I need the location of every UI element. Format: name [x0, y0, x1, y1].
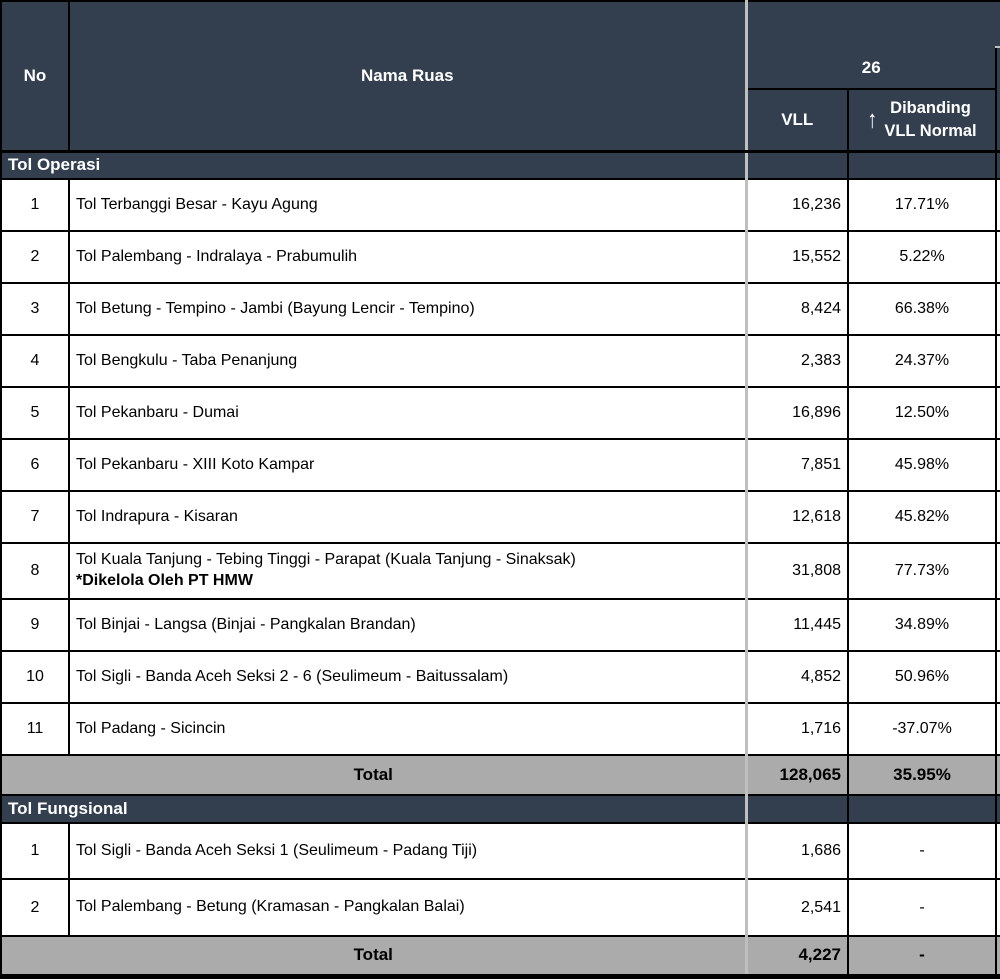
vll-value-cell: 2,541	[746, 879, 848, 936]
vll-value-cell: 16,236	[746, 179, 848, 231]
table-row	[1, 599, 1000, 651]
table-row	[1, 491, 1000, 543]
road-name-note: *Dikelola Oleh PT HMW	[76, 572, 253, 589]
table-row	[1, 823, 1000, 879]
table-row	[1, 879, 1000, 936]
row-number-cell: 2	[1, 879, 69, 936]
table-row	[1, 335, 1000, 387]
row-number-cell: 8	[1, 543, 69, 599]
dibanding-label-line1: Dibanding	[890, 99, 971, 118]
road-name-cell: Tol Binjai - Langsa (Binjai - Pangkalan Brandan)	[69, 599, 746, 651]
road-name-cell	[69, 543, 746, 599]
pct-value-cell: 17.71%	[848, 179, 996, 231]
total-vll-value: 128,065	[746, 755, 848, 795]
sliver-cell	[996, 179, 1000, 231]
sliver-cell	[996, 651, 1000, 703]
next-column-sliver-header	[996, 1, 1000, 47]
table-row	[1, 703, 1000, 755]
row-number-cell: 3	[1, 283, 69, 335]
up-arrow-icon: ↑	[867, 106, 878, 134]
sliver-cell	[996, 283, 1000, 335]
sliver-cell	[996, 879, 1000, 936]
row-number-cell: 7	[1, 491, 69, 543]
pct-value-cell: 45.98%	[848, 439, 996, 491]
table-row	[1, 283, 1000, 335]
section-header-tol-fungsional	[1, 795, 1000, 823]
road-name-cell: Tol Pekanbaru - XIII Koto Kampar	[69, 439, 746, 491]
table-row	[1, 179, 1000, 231]
row-number-cell: 1	[1, 179, 69, 231]
pct-value-cell: -	[848, 879, 996, 936]
row-number-cell: 11	[1, 703, 69, 755]
vll-value-cell: 8,424	[746, 283, 848, 335]
sliver-cell	[996, 335, 1000, 387]
total-pct-value: -	[848, 936, 996, 976]
section-title: Tol Fungsional	[1, 795, 746, 823]
pct-value-cell: 34.89%	[848, 599, 996, 651]
road-name-cell: Tol Bengkulu - Taba Penanjung	[69, 335, 746, 387]
section-header-tol-operasi	[1, 151, 1000, 179]
vll-value-cell: 2,383	[746, 335, 848, 387]
section-empty-vll-cell	[746, 795, 848, 823]
road-name-cell: Tol Palembang - Betung (Kramasan - Pangkalan Balai)	[69, 879, 746, 936]
no-column-header: No	[1, 1, 69, 151]
sliver-cell	[996, 543, 1000, 599]
total-row-tol-fungsional	[1, 936, 1000, 976]
vll-value-cell: 1,716	[746, 703, 848, 755]
nama-ruas-column-header: Nama Ruas	[69, 1, 746, 151]
table-row	[1, 439, 1000, 491]
vll-value-cell: 11,445	[746, 599, 848, 651]
pct-value-cell: 5.22%	[848, 231, 996, 283]
sliver-cell	[996, 231, 1000, 283]
pct-value-cell: 66.38%	[848, 283, 996, 335]
road-name-cell: Tol Sigli - Banda Aceh Seksi 2 - 6 (Seulimeum - Baitussalam)	[69, 651, 746, 703]
row-number-cell: 10	[1, 651, 69, 703]
road-name-cell: Tol Indrapura - Kisaran	[69, 491, 746, 543]
vll-column-header: VLL	[746, 89, 848, 151]
next-column-sliver-header	[996, 89, 1000, 151]
road-name-text: Tol Kuala Tanjung - Tebing Tinggi - Parapat (Kuala Tanjung - Sinaksak)	[76, 551, 576, 569]
vll-value-cell: 15,552	[746, 231, 848, 283]
sliver-cell	[996, 599, 1000, 651]
pct-value-cell: -37.07%	[848, 703, 996, 755]
table-row	[1, 543, 1000, 599]
row-number-cell: 2	[1, 231, 69, 283]
vll-value-cell: 1,686	[746, 823, 848, 879]
pct-value-cell: -	[848, 823, 996, 879]
pct-value-cell: 45.82%	[848, 491, 996, 543]
road-name-cell: Tol Betung - Tempino - Jambi (Bayung Lencir - Tempino)	[69, 283, 746, 335]
section-title: Tol Operasi	[1, 151, 746, 179]
road-name-cell: Tol Padang - Sicincin	[69, 703, 746, 755]
sliver-cell	[996, 936, 1000, 976]
total-pct-value: 35.95%	[848, 755, 996, 795]
row-number-cell: 9	[1, 599, 69, 651]
row-number-cell: 5	[1, 387, 69, 439]
header-spacer	[746, 1, 996, 47]
vll-value-cell: 16,896	[746, 387, 848, 439]
road-name-cell: Tol Palembang - Indralaya - Prabumulih	[69, 231, 746, 283]
sliver-cell	[996, 439, 1000, 491]
sliver-cell	[996, 795, 1000, 823]
sliver-cell	[996, 387, 1000, 439]
date-group-header: 26	[746, 47, 996, 89]
vll-value-cell: 31,808	[746, 543, 848, 599]
table-row	[1, 387, 1000, 439]
road-name-cell: Tol Terbanggi Besar - Kayu Agung	[69, 179, 746, 231]
section-empty-vll-cell	[746, 151, 848, 179]
sliver-cell	[996, 703, 1000, 755]
row-number-cell: 6	[1, 439, 69, 491]
section-empty-pct-cell	[848, 151, 996, 179]
total-row-tol-operasi	[1, 755, 1000, 795]
vll-value-cell: 4,852	[746, 651, 848, 703]
vll-value-cell: 12,618	[746, 491, 848, 543]
sliver-cell	[996, 755, 1000, 795]
pct-value-cell: 50.96%	[848, 651, 996, 703]
total-vll-value: 4,227	[746, 936, 848, 976]
total-label: Total	[1, 755, 746, 795]
pct-value-cell: 24.37%	[848, 335, 996, 387]
pct-value-cell: 12.50%	[848, 387, 996, 439]
dibanding-column-header	[848, 89, 996, 151]
row-number-cell: 1	[1, 823, 69, 879]
table-header	[1, 1, 1000, 151]
section-empty-pct-cell	[848, 795, 996, 823]
sliver-cell	[996, 823, 1000, 879]
dibanding-label-line2: VLL Normal	[884, 121, 977, 140]
road-name-cell: Tol Sigli - Banda Aceh Seksi 1 (Seulimeum - Padang Tiji)	[69, 823, 746, 879]
sliver-cell	[996, 491, 1000, 543]
row-number-cell: 4	[1, 335, 69, 387]
pct-value-cell: 77.73%	[848, 543, 996, 599]
sliver-cell	[996, 151, 1000, 179]
next-column-sliver-header	[996, 47, 1000, 89]
vll-value-cell: 7,851	[746, 439, 848, 491]
total-label: Total	[1, 936, 746, 976]
road-name-cell: Tol Pekanbaru - Dumai	[69, 387, 746, 439]
table-row	[1, 231, 1000, 283]
table-row	[1, 651, 1000, 703]
